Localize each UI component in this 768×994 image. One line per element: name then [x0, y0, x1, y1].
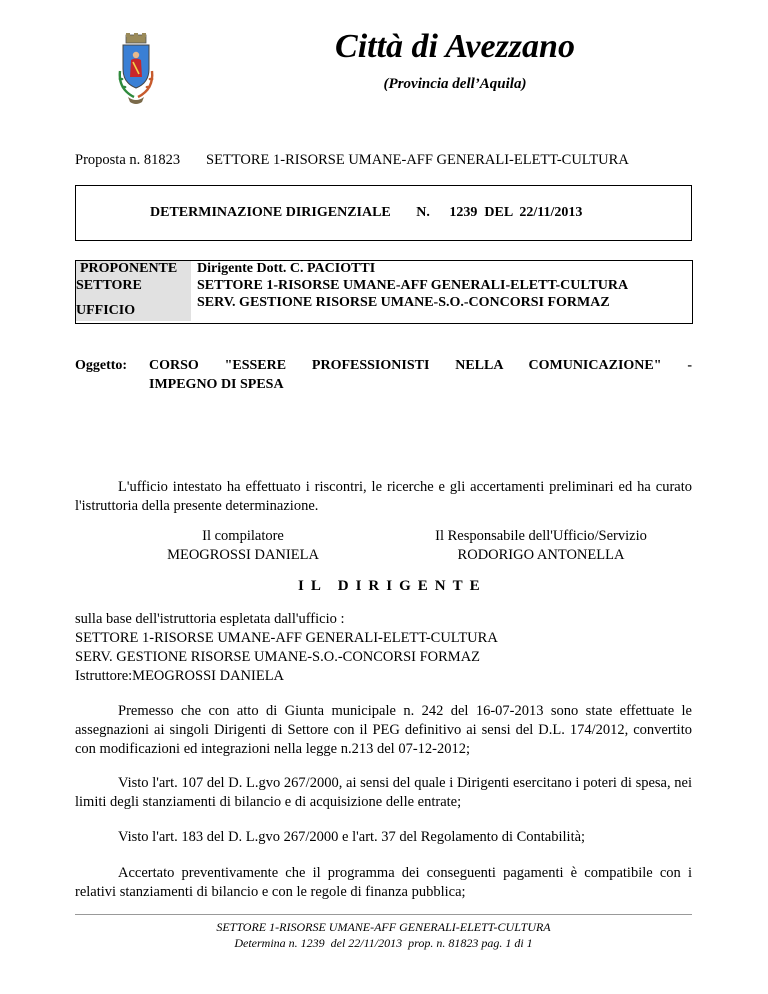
value-proponente: Dirigente Dott. C. PACIOTTI [197, 261, 376, 276]
value-ufficio: SERV. GESTIONE RISORSE UMANE-S.O.-CONCORSI FORMAZ [197, 295, 610, 310]
city-crest-icon [112, 33, 160, 107]
istruttoria-line-4: Istruttore:MEOGROSSI DANIELA [75, 668, 285, 684]
manager-name: RODORIGO ANTONELLA [457, 547, 625, 563]
province-subtitle: (Provincia dell’Aquila) [383, 76, 527, 92]
compiler-block [133, 527, 353, 565]
istruttoria-block [75, 610, 692, 686]
footer-reference: Determina n. 1239 del 22/11/2013 prop. n. 81823 pag. 1 di 1 [234, 936, 533, 950]
proposal-number: Proposta n. 81823 [75, 152, 181, 168]
determination-label: DETERMINAZIONE DIRIGENZIALE [150, 205, 391, 220]
subject-label: Oggetto: [75, 358, 128, 373]
proposal-sector: SETTORE 1-RISORSE UMANE-AFF GENERALI-ELETT-CULTURA [206, 152, 629, 168]
value-settore: SETTORE 1-RISORSE UMANE-AFF GENERALI-ELETT-CULTURA [197, 278, 629, 293]
label-proponente: PROPONENTE [80, 261, 178, 276]
subject-line-2: IMPEGNO DI SPESA [149, 377, 284, 392]
compiler-label: Il compilatore [202, 528, 284, 544]
label-ufficio: UFFICIO [76, 303, 136, 318]
determination-n-label: N. [416, 205, 430, 220]
intro-paragraph: L'ufficio intestato ha effettuato i riscontri, le ricerche e gli accertamenti preliminari ed ha curato l'istruttoria della presente determinazione. [75, 479, 692, 514]
footer-divider [75, 914, 692, 915]
dirigente-heading: IL DIRIGENTE [298, 578, 487, 594]
subject-line-1: CORSO "ESSERE PROFESSIONISTI NELLA COMUNICAZIONE" - [149, 358, 692, 373]
manager-block [410, 527, 672, 565]
istruttoria-line-2: SETTORE 1-RISORSE UMANE-AFF GENERALI-ELETT-CULTURA [75, 630, 498, 646]
determination-heading [150, 205, 582, 221]
paragraph-accertato: Accertato preventivamente che il programma dei conseguenti pagamenti è compatibile con i relativi stanziamenti di bilancio e con le regole di finanza pubblica; [75, 865, 692, 900]
determination-number-date: 1239 DEL 22/11/2013 [449, 205, 583, 220]
compiler-name: MEOGROSSI DANIELA [167, 547, 319, 563]
paragraph-visto-183: Visto l'art. 183 del D. L.gvo 267/2000 e l'art. 37 del Regolamento di Contabilità; [118, 829, 586, 845]
paragraph-visto-107: Visto l'art. 107 del D. L.gvo 267/2000, ai sensi del quale i Dirigenti esercitano i poteri di spesa, nei limiti degli stanziamenti di bilancio e di acquisizione delle entrate; [75, 775, 692, 810]
paragraph-premesso: Premesso che con atto di Giunta municipale n. 242 del 16-07-2013 sono state effettuate le assegnazioni ai singoli Dirigenti di Settore con il PEG definitivo ai sensi del D.L. 174/2012, convertito con modificazioni ed integrazioni nella legge n.213 del 07-12-2012; [75, 703, 692, 757]
city-title: Città di Avezzano [335, 28, 575, 65]
label-settore: SETTORE [76, 278, 142, 293]
footer-sector: SETTORE 1-RISORSE UMANE-AFF GENERALI-ELETT-CULTURA [216, 920, 551, 934]
manager-label: Il Responsabile dell'Ufficio/Servizio [435, 528, 647, 544]
istruttoria-line-1: sulla base dell'istruttoria espletata dall'ufficio : [75, 611, 345, 627]
istruttoria-line-3: SERV. GESTIONE RISORSE UMANE-S.O.-CONCORSI FORMAZ [75, 649, 481, 665]
